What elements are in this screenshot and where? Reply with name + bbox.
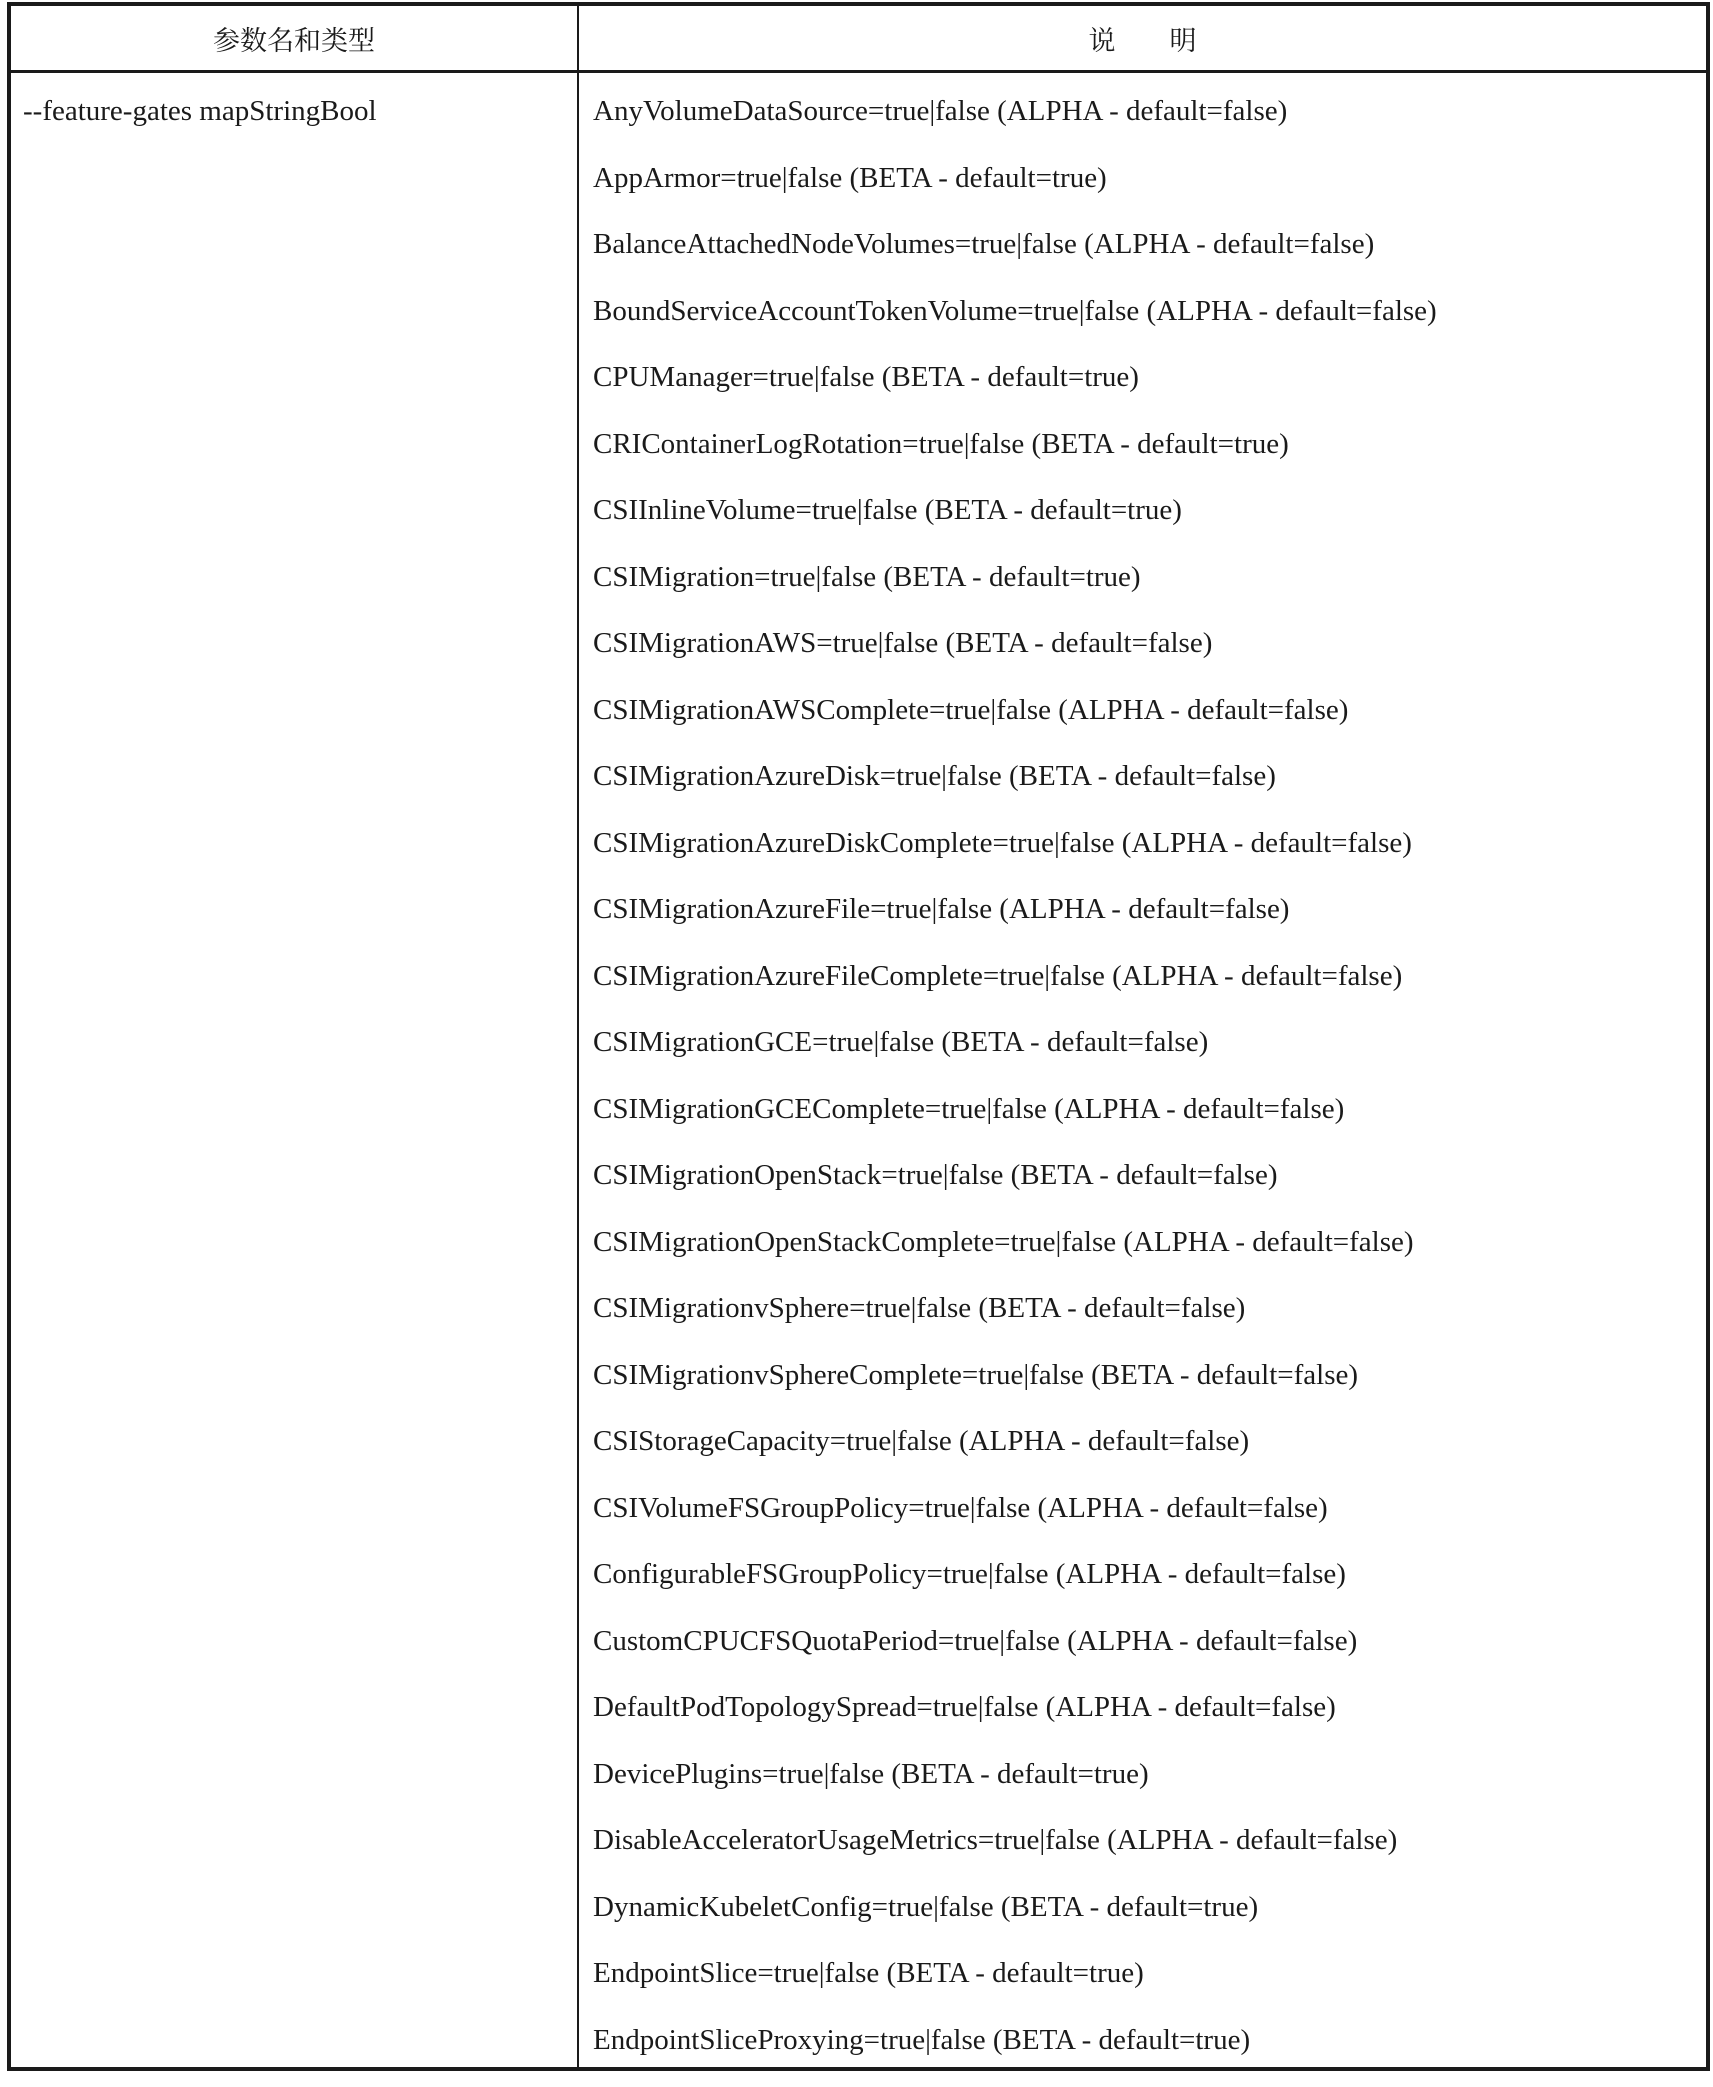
feature-gate-entry: EndpointSlice=true|false (BETA - default=true) [593,1954,1693,2021]
feature-gate-entry: DynamicKubeletConfig=true|false (BETA - default=true) [593,1888,1693,1955]
feature-gate-entry: CSIVolumeFSGroupPolicy=true|false (ALPHA - default=false) [593,1489,1693,1556]
param-column-header: 参数名和类型 [11,6,577,70]
feature-gate-entry: CSIMigrationvSphere=true|false (BETA - default=false) [593,1289,1693,1356]
feature-gate-entry: CSIMigrationAzureFile=true|false (ALPHA - default=false) [593,890,1693,957]
feature-gate-entry: DisableAcceleratorUsageMetrics=true|false (ALPHA - default=false) [593,1821,1693,1888]
feature-gate-entry: CSIMigrationGCEComplete=true|false (ALPHA - default=false) [593,1090,1693,1157]
feature-gate-entry: ConfigurableFSGroupPolicy=true|false (ALPHA - default=false) [593,1555,1693,1622]
feature-gate-entry: AppArmor=true|false (BETA - default=true) [593,159,1693,226]
feature-gate-entry: CRIContainerLogRotation=true|false (BETA - default=true) [593,425,1693,492]
feature-gate-entry: CSIMigrationAWSComplete=true|false (ALPHA - default=false) [593,691,1693,758]
parameter-table [7,2,1710,2071]
feature-gate-entry: CSIMigrationAzureDiskComplete=true|false (ALPHA - default=false) [593,824,1693,891]
description-column-header: 说 明 [579,6,1706,70]
feature-gate-entry: CPUManager=true|false (BETA - default=true) [593,358,1693,425]
table-header-row [11,6,1706,73]
param-name-type-cell: --feature-gates mapStringBool [23,92,377,130]
feature-gate-entry: DefaultPodTopologySpread=true|false (ALPHA - default=false) [593,1688,1693,1755]
feature-gate-entry: CSIInlineVolume=true|false (BETA - default=true) [593,491,1693,558]
feature-gate-entry: BalanceAttachedNodeVolumes=true|false (ALPHA - default=false) [593,225,1693,292]
feature-gate-entry: CSIMigrationOpenStack=true|false (BETA - default=false) [593,1156,1693,1223]
description-list [593,92,1693,2087]
feature-gate-entry: CSIMigrationAWS=true|false (BETA - default=false) [593,624,1693,691]
feature-gate-entry: CSIMigrationGCE=true|false (BETA - default=false) [593,1023,1693,1090]
feature-gate-entry: CustomCPUCFSQuotaPeriod=true|false (ALPHA - default=false) [593,1622,1693,1689]
feature-gate-entry: CSIStorageCapacity=true|false (ALPHA - default=false) [593,1422,1693,1489]
feature-gate-entry: EndpointSliceProxying=true|false (BETA - default=true) [593,2021,1693,2087]
column-divider [577,6,579,2067]
feature-gate-entry: CSIMigrationOpenStackComplete=true|false (ALPHA - default=false) [593,1223,1693,1290]
feature-gate-entry: CSIMigrationAzureFileComplete=true|false (ALPHA - default=false) [593,957,1693,1024]
feature-gate-entry: CSIMigrationAzureDisk=true|false (BETA - default=false) [593,757,1693,824]
feature-gate-entry: BoundServiceAccountTokenVolume=true|false (ALPHA - default=false) [593,292,1693,359]
feature-gate-entry: DevicePlugins=true|false (BETA - default=true) [593,1755,1693,1822]
feature-gate-entry: CSIMigration=true|false (BETA - default=true) [593,558,1693,625]
feature-gate-entry: CSIMigrationvSphereComplete=true|false (BETA - default=false) [593,1356,1693,1423]
feature-gate-entry: AnyVolumeDataSource=true|false (ALPHA - default=false) [593,92,1693,159]
